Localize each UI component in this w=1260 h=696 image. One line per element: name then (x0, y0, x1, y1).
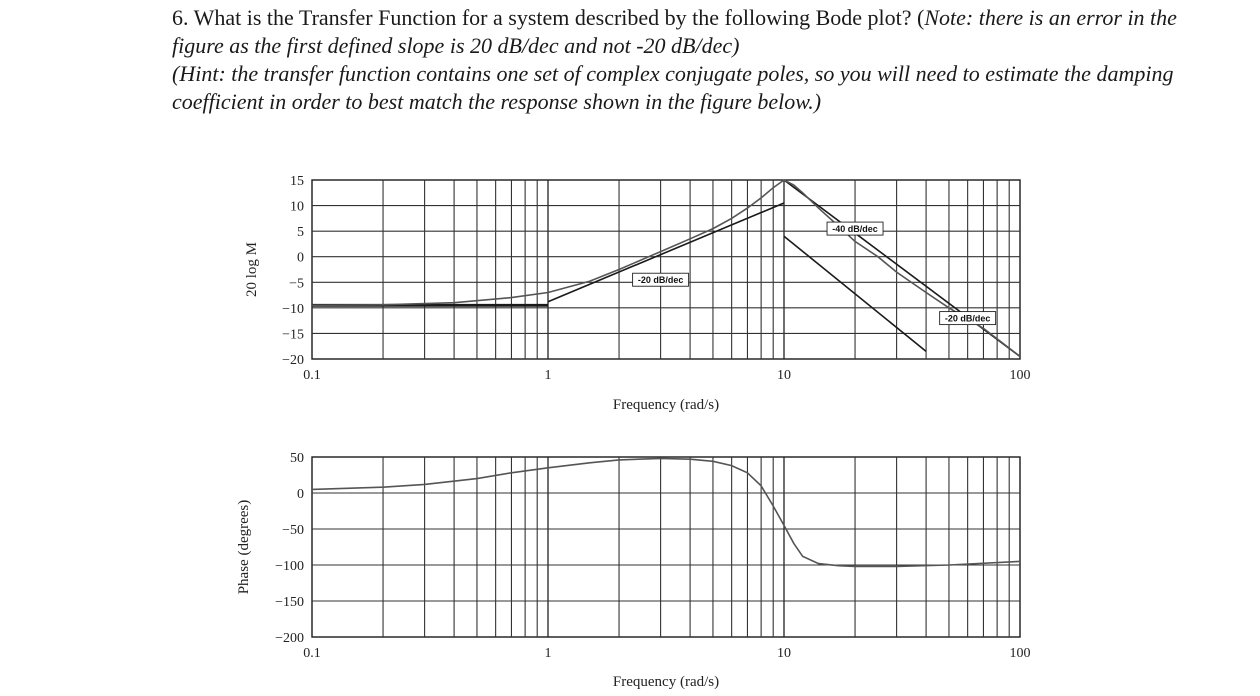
x-tick-label: 1 (544, 368, 552, 383)
plot-frame (312, 180, 1020, 359)
question-lead: 6. What is the Transfer Function for a system described by the following Bode plot? ( (172, 5, 925, 30)
x-tick-label: 100 (1009, 368, 1031, 383)
y-tick-label: −200 (275, 631, 304, 646)
y-tick-label: −150 (275, 595, 304, 610)
x-tick-label: 10 (777, 368, 791, 383)
y-tick-label: −20 (282, 353, 304, 368)
slope-annotation-label: -20 dB/dec (637, 275, 684, 286)
slope-annotation-label: -20 dB/dec (944, 313, 991, 324)
magnitude-plot (244, 174, 1031, 413)
y-tick-label: −5 (289, 276, 304, 292)
x-tick-label: 0.1 (303, 368, 321, 383)
y-tick-label: −100 (275, 559, 304, 574)
y-tick-label: −10 (282, 301, 304, 317)
y-tick-label: −15 (282, 327, 304, 343)
x-tick-label: 0.1 (303, 646, 321, 661)
x-tick-label: 100 (1009, 646, 1031, 661)
y-axis-label: 20 log M (244, 241, 260, 298)
y-tick-label: 0 (297, 487, 304, 502)
y-tick-label: 10 (290, 199, 304, 215)
x-tick-label: 1 (544, 646, 552, 661)
y-tick-label: 5 (297, 225, 304, 241)
y-tick-label: −50 (282, 523, 304, 538)
y-tick-label: 50 (290, 451, 304, 466)
slope-annotation-label: -40 dB/dec (832, 224, 878, 235)
phase-plot (236, 451, 1031, 690)
y-axis-label: Phase (degrees) (236, 499, 252, 595)
y-tick-label: 15 (290, 174, 304, 189)
y-tick-label: 0 (297, 250, 304, 266)
x-tick-label: 10 (777, 646, 791, 661)
question-hint: (Hint: the transfer function contains one set of complex conjugate poles, so you will need to estimate the damping coefficient in order to best match the response shown in the figure below.) (172, 61, 1174, 114)
plot-frame (312, 457, 1020, 637)
x-axis-label: Frequency (rad/s) (612, 674, 720, 690)
x-axis-label: Frequency (rad/s) (612, 397, 720, 413)
question-note: Note: there is an error in the figure as the first defined slope is 20 dB/dec and not -20 dB/dec) (172, 5, 1177, 58)
